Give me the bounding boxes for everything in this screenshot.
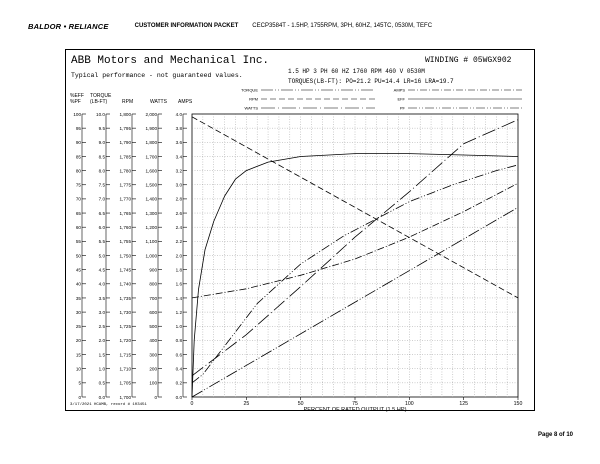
tick-label: 1,765	[119, 210, 131, 216]
tick-label: 1,740	[119, 281, 131, 287]
record-footnote: 3/17/2021 HCAMB, record # 103451	[70, 403, 147, 407]
tick-label: 10	[75, 366, 81, 372]
tick-label: 1,770	[119, 196, 131, 202]
tick-label: 5.5	[98, 239, 105, 245]
tick-label: 1.5	[98, 352, 105, 358]
legend-label-torque: TORQUE	[240, 87, 258, 93]
tick-label: 1,730	[119, 309, 131, 315]
tick-label: 0.0	[175, 394, 182, 400]
x-tick-label: 125	[459, 401, 468, 407]
tick-label: 2.0	[175, 253, 182, 259]
tick-label: 4.0	[175, 111, 182, 117]
tick-label: 5.0	[98, 253, 105, 259]
tick-label: 0.4	[175, 366, 182, 372]
chart-legend	[241, 88, 522, 111]
tick-label: 1,760	[119, 225, 131, 230]
tick-label: 3.8	[175, 125, 182, 131]
tick-label: 1,500	[145, 182, 157, 188]
page-number: Page 8 of 10	[538, 432, 574, 438]
tick-label: 1,790	[119, 140, 131, 146]
legend-label-rpm: RPM	[249, 96, 258, 102]
tick-label: 85	[75, 154, 81, 160]
tick-label: 25	[75, 324, 81, 330]
packet-title: CUSTOMER INFORMATION PACKET	[134, 23, 239, 29]
axis-header-torque-lb-ft-2: (LB-FT)	[90, 99, 108, 105]
tick-label: 10.0	[96, 111, 105, 117]
x-axis	[191, 397, 523, 413]
tick-label: 1,100	[145, 239, 157, 245]
tick-label: 1,400	[145, 196, 157, 202]
tick-label: 7.5	[98, 182, 105, 188]
tick-label: 1,755	[119, 239, 131, 245]
tick-label: 1,700	[119, 394, 131, 400]
tick-label: 1,000	[145, 253, 157, 259]
tick-label: 2.4	[175, 225, 182, 230]
legend-label-amps: AMPS	[393, 87, 405, 93]
tick-label: 8.0	[98, 168, 105, 174]
axis-header-eff-pf: %EFF	[70, 93, 84, 99]
tick-label: 55	[75, 239, 81, 245]
tick-label: 90	[75, 140, 81, 146]
legend-label-eff: EFF	[397, 96, 405, 102]
tick-label: 0.0	[98, 394, 105, 400]
tick-label: 1,750	[119, 253, 131, 259]
tick-label: 6.0	[98, 225, 105, 230]
tick-label: 1,780	[119, 168, 131, 174]
tick-label: 200	[149, 366, 157, 372]
x-axis-label: PERCENT OF RATED OUTPUT (1.5 HP)	[303, 407, 407, 413]
tick-label: 4.5	[98, 267, 105, 273]
axis-headers	[70, 93, 193, 105]
tick-label: 8.5	[98, 154, 105, 160]
tick-label: 3.2	[175, 168, 182, 174]
x-tick-label: 100	[405, 401, 414, 407]
tick-label: 1.4	[175, 295, 182, 301]
tick-label: 1,725	[119, 324, 131, 330]
tick-label: 2,000	[145, 111, 157, 117]
series-amps	[192, 183, 518, 298]
tick-label: 1.0	[98, 366, 105, 372]
tick-label: 1,800	[119, 111, 131, 117]
tick-label: 1,600	[145, 168, 157, 174]
axis-header-eff-pf-2: %PF	[70, 99, 81, 105]
tick-label: 400	[149, 338, 157, 344]
tick-label: 700	[149, 295, 157, 301]
tick-label: 80	[75, 168, 81, 174]
tick-label: 9.0	[98, 140, 105, 146]
x-tick-label: 0	[190, 401, 194, 407]
torque-summary: TORQUES(LB-FT): PO=21.2 PU=14.4 LR=16 LRA=19.7	[288, 78, 454, 85]
tick-label: 100	[149, 380, 157, 386]
tick-label: 500	[149, 324, 157, 330]
tick-label: 65	[75, 210, 81, 216]
chart-grid	[192, 114, 518, 397]
tick-label: 1,795	[119, 125, 131, 131]
y-axes	[73, 112, 187, 400]
tick-label: 1.8	[175, 267, 182, 273]
tick-label: 15	[75, 352, 81, 358]
tick-label: 1,720	[119, 338, 131, 344]
winding-number: WINDING # 05WGX902	[425, 56, 512, 65]
tick-label: 95	[75, 125, 81, 131]
y-axis-eff-pf	[73, 112, 86, 400]
tick-label: 2.0	[98, 338, 105, 344]
motor-spec-line: CECP3584T - 1.5HP, 1755RPM, 3PH, 60HZ, 145TC, 0530M, TEFC	[252, 23, 433, 29]
legend-label-watts: WATTS	[244, 105, 258, 111]
axis-header-watts: WATTS	[150, 99, 167, 105]
tick-label: 50	[75, 253, 81, 259]
tick-label: 1,775	[119, 182, 131, 188]
tick-label: 3.5	[98, 295, 105, 301]
motor-ratings: 1.5 HP 3 PH 60 HZ 1760 RPM 460 V 0530M	[288, 68, 425, 75]
tick-label: 800	[149, 281, 157, 287]
tick-label: 3.0	[175, 182, 182, 188]
tick-label: 0.6	[175, 352, 182, 358]
performance-disclaimer: Typical performance - not guaranteed values.	[71, 72, 243, 79]
tick-label: 1,735	[119, 295, 131, 301]
tick-label: 75	[75, 182, 81, 188]
tick-label: 4.0	[98, 281, 105, 287]
tick-label: 3.6	[175, 140, 182, 146]
tick-label: 5	[78, 380, 81, 386]
x-tick-label: 150	[513, 401, 523, 407]
x-tick-label: 25	[243, 401, 250, 407]
tick-label: 35	[75, 295, 81, 301]
tick-label: 1,900	[145, 125, 157, 131]
tick-label: 2.5	[98, 324, 105, 330]
y-axis-amps	[176, 112, 187, 400]
tick-label: 300	[149, 352, 157, 358]
series-eff	[192, 154, 518, 397]
tick-label: 1,785	[119, 154, 131, 160]
tick-label: 1,715	[119, 352, 131, 358]
tick-label: 1,705	[119, 380, 131, 386]
tick-label: 9.5	[98, 125, 105, 131]
tick-label: 70	[75, 196, 81, 202]
tick-label: 1,200	[145, 225, 157, 230]
tick-label: 45	[75, 267, 81, 273]
tick-label: 2.2	[175, 239, 182, 245]
series-pf	[192, 165, 518, 383]
brand-logo: BALDOR • RELIANCE	[28, 21, 109, 31]
tick-label: 20	[75, 338, 81, 344]
tick-label: 100	[73, 111, 81, 117]
y-axis-watts	[146, 112, 163, 400]
tick-label: 1,700	[145, 154, 157, 160]
y-axis-rpm	[120, 112, 137, 400]
tick-label: 3.0	[98, 309, 105, 315]
axis-header-amps: AMPS	[178, 99, 193, 105]
company-name: ABB Motors and Mechanical Inc.	[71, 55, 270, 67]
tick-label: 0.2	[175, 380, 182, 386]
tick-label: 1,745	[119, 267, 131, 273]
tick-label: 0.8	[175, 338, 182, 344]
tick-label: 6.5	[98, 210, 105, 216]
x-tick-label: 75	[352, 401, 358, 407]
tick-label: 1,300	[145, 210, 157, 216]
legend-label-pf: PF	[399, 105, 405, 111]
tick-label: 1.2	[175, 309, 182, 315]
axis-header-torque-lb-ft: TORQUE	[90, 93, 112, 99]
tick-label: 1.6	[175, 281, 182, 287]
tick-label: 900	[149, 267, 157, 273]
tick-label: 7.0	[98, 196, 105, 202]
tick-label: 1.0	[175, 324, 182, 330]
tick-label: 3.4	[175, 154, 182, 160]
tick-label: 1,710	[119, 366, 131, 372]
tick-label: 60	[75, 225, 81, 230]
tick-label: 600	[149, 309, 157, 315]
tick-label: 0	[154, 394, 157, 400]
tick-label: 0.5	[98, 380, 105, 386]
axis-header-rpm: RPM	[122, 99, 134, 105]
tick-label: 0	[78, 394, 81, 400]
x-tick-label: 50	[297, 401, 304, 407]
y-axis-torque-lb-ft	[96, 112, 110, 400]
tick-label: 30	[75, 309, 81, 315]
tick-label: 40	[75, 281, 81, 287]
tick-label: 2.6	[175, 210, 182, 216]
tick-label: 2.8	[175, 196, 182, 202]
tick-label: 1,800	[145, 140, 157, 146]
